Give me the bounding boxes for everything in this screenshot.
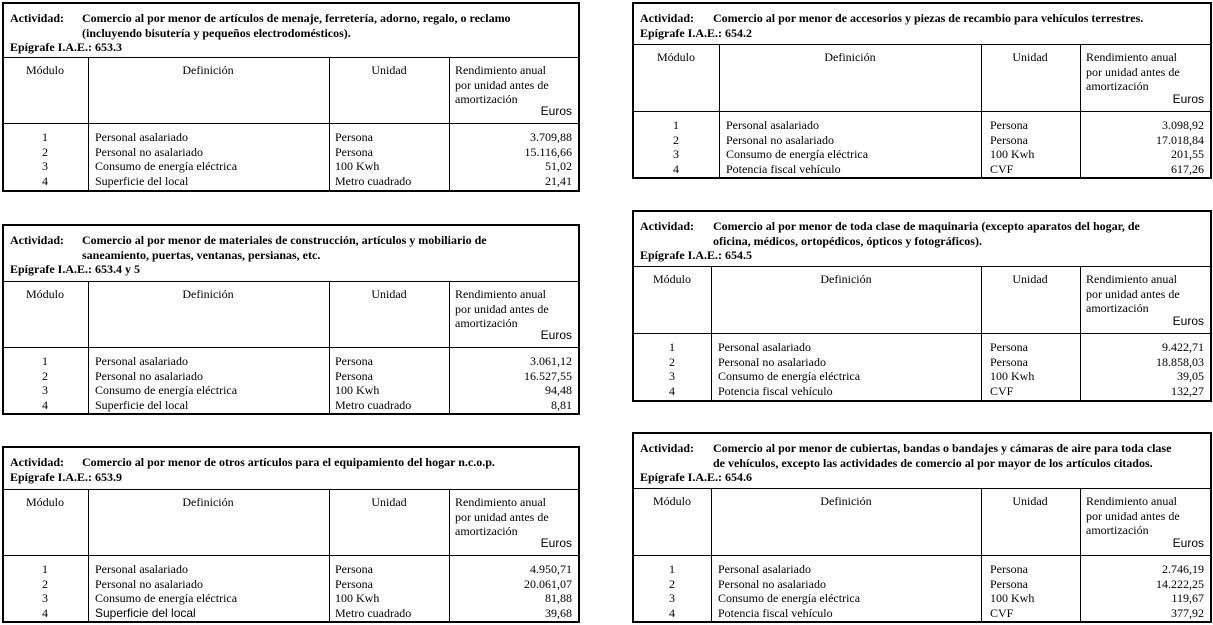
header-unidad: Unidad [1012,494,1048,508]
table-row: 4 Potencia fiscal vehículo CVF 617,26 [673,161,1204,176]
activity-label: Actividad: [10,233,64,247]
data-table [634,267,1210,400]
activity-text-line1: Comercio al por menor de toda clase de maquinaria (excepto aparatos del hogar, de [713,219,1140,233]
header-rendimiento: Rendimiento anual por unidad antes de amortización [1086,50,1180,93]
header-unidad: Unidad [371,287,407,301]
table-row: 4 Superficie del local Metro cuadrado 8,81 [42,397,572,412]
activity-text-line2: de vehículos, excepto las actividades de comercio al por mayor de los artículos citados. [713,455,1153,470]
activity-header [4,226,578,282]
table-row: 3 Consumo de energía eléctrica 100 Kwh 81,88 [42,591,572,606]
table-row: 2 Personal no asalariado Persona 20.061,07 [42,576,572,591]
column-headers [634,489,1210,556]
activity-header [634,4,1210,45]
column-headers [634,267,1210,334]
activity-label: Actividad: [640,441,694,455]
table-row: 4 Superficie del local Metro cuadrado 21,41 [42,173,572,188]
epigrafe: Epígrafe I.A.E.: 653.9 [10,469,122,484]
activity-header [4,4,578,58]
activity-text-line1: Comercio al por menor de accesorios y piezas de recambio para vehículos terrestres. [713,11,1144,25]
activity-text-line1: Comercio al por menor de artículos de menaje, ferretería, adorno, regalo, o reclamo [82,11,511,25]
header-modulo: Módulo [652,272,691,286]
table-row: 1 Personal asalariado Persona 3.709,88 [42,130,572,144]
activity-header [4,448,578,490]
header-definicion: Definición [182,287,234,301]
header-rendimiento: Rendimiento anual por unidad antes de amortización [1086,494,1180,537]
epigrafe: Epígrafe I.A.E.: 653.3 [10,40,122,54]
activity-text-line1: Comercio al por menor de otros artículos para el equipamiento del hogar n.c.o.p. [82,455,495,469]
header-euros: Euros [540,536,572,550]
activity-text-line1: Comercio al por menor de materiales de construcción, artículos y mobiliario de [82,233,487,247]
activity-label: Actividad: [640,219,694,233]
header-definicion: Definición [182,495,234,509]
header-unidad: Unidad [371,495,407,509]
header-euros: Euros [540,328,572,342]
activity-label: Actividad: [640,11,694,25]
table-653-4-y-5 [2,224,580,415]
header-definicion: Definición [182,63,234,77]
column-headers [4,490,578,556]
activity-text-line1: Comercio al por menor de cubiertas, bandas o bandajes y cámaras de aire para toda clase [713,441,1172,455]
table-row: 2 Personal no asalariado Persona 16.527,55 [42,368,572,383]
header-rendimiento: Rendimiento anual por unidad antes de amortización [455,63,549,106]
table-row: 3 Consumo de energía eléctrica 100 Kwh 51,02 [42,159,572,174]
table-row: 3 Consumo de energía eléctrica 100 Kwh 201,55 [673,147,1204,162]
table-row: 2 Personal no asalariado Persona 14.222,25 [669,576,1204,591]
table-row: 3 Consumo de energía eléctrica 100 Kwh 119,67 [669,591,1204,606]
activity-header [634,434,1210,489]
table-654-6 [632,432,1212,623]
table-row: 3 Consumo de energía eléctrica 100 Kwh 39,05 [669,369,1204,384]
header-definicion: Definición [820,494,872,508]
activity-text-line2: (incluyendo bisutería y pequeños electrodomésticos). [82,25,351,40]
table-row: 4 Superficie del local Metro cuadrado 39,68 [42,605,572,620]
header-rendimiento: Rendimiento anual por unidad antes de amortización [455,287,549,330]
table-row: 1 Personal asalariado Persona 3.061,12 [42,354,572,368]
header-rendimiento: Rendimiento anual por unidad antes de amortización [455,495,549,538]
table-row: 4 Potencia fiscal vehículo CVF 132,27 [669,383,1204,398]
column-headers [634,45,1210,112]
table-653-3 [2,2,580,192]
activity-text-line2: saneamiento, puertas, ventanas, persianas, etc. [82,247,321,262]
data-table [634,489,1210,621]
header-unidad: Unidad [1012,50,1048,64]
data-table [4,58,578,190]
table-row: 1 Personal asalariado Persona 2.746,19 [669,562,1204,576]
table-654-2 [632,2,1212,179]
activity-header [634,212,1210,267]
data-table [634,45,1210,177]
header-modulo: Módulo [652,494,691,508]
header-euros: Euros [540,104,572,118]
column-headers [4,282,578,348]
header-definicion: Definición [820,272,872,286]
table-row: 1 Personal asalariado Persona 3.098,92 [673,118,1204,132]
epigrafe: Epígrafe I.A.E.: 654.5 [640,248,752,262]
header-unidad: Unidad [371,63,407,77]
table-row: 3 Consumo de energía eléctrica 100 Kwh 94,48 [42,383,572,398]
table-row: 1 Personal asalariado Persona 9.422,71 [669,340,1204,354]
header-modulo: Módulo [25,495,64,509]
table-row: 2 Personal no asalariado Persona 17.018,84 [673,132,1204,147]
activity-text-line2: oficina, médicos, ortopédicos, ópticos y fotográficos). [713,233,982,248]
activity-label: Actividad: [10,11,64,25]
table-row: 4 Potencia fiscal vehículo CVF 377,92 [669,605,1204,620]
header-modulo: Módulo [656,50,695,64]
header-unidad: Unidad [1012,272,1048,286]
header-rendimiento: Rendimiento anual por unidad antes de amortización [1086,272,1180,315]
table-row: 2 Personal no asalariado Persona 15.116,66 [42,144,572,159]
table-653-9 [2,446,580,623]
header-euros: Euros [1172,314,1204,328]
column-headers [4,58,578,124]
epigrafe: Epígrafe I.A.E.: 653.4 y 5 [10,262,140,276]
table-row: 2 Personal no asalariado Persona 18.858,03 [669,354,1204,369]
header-modulo: Módulo [25,63,64,77]
epigrafe: Epígrafe I.A.E.: 654.6 [640,470,752,484]
header-euros: Euros [1172,92,1204,106]
header-modulo: Módulo [25,287,64,301]
table-654-5 [632,210,1212,402]
activity-label: Actividad: [10,455,64,469]
epigrafe: Epígrafe I.A.E.: 654.2 [640,25,752,40]
header-euros: Euros [1172,536,1204,550]
data-table [4,282,578,413]
header-definicion: Definición [824,50,876,64]
data-table [4,490,578,621]
table-row: 1 Personal asalariado Persona 4.950,71 [42,562,572,576]
